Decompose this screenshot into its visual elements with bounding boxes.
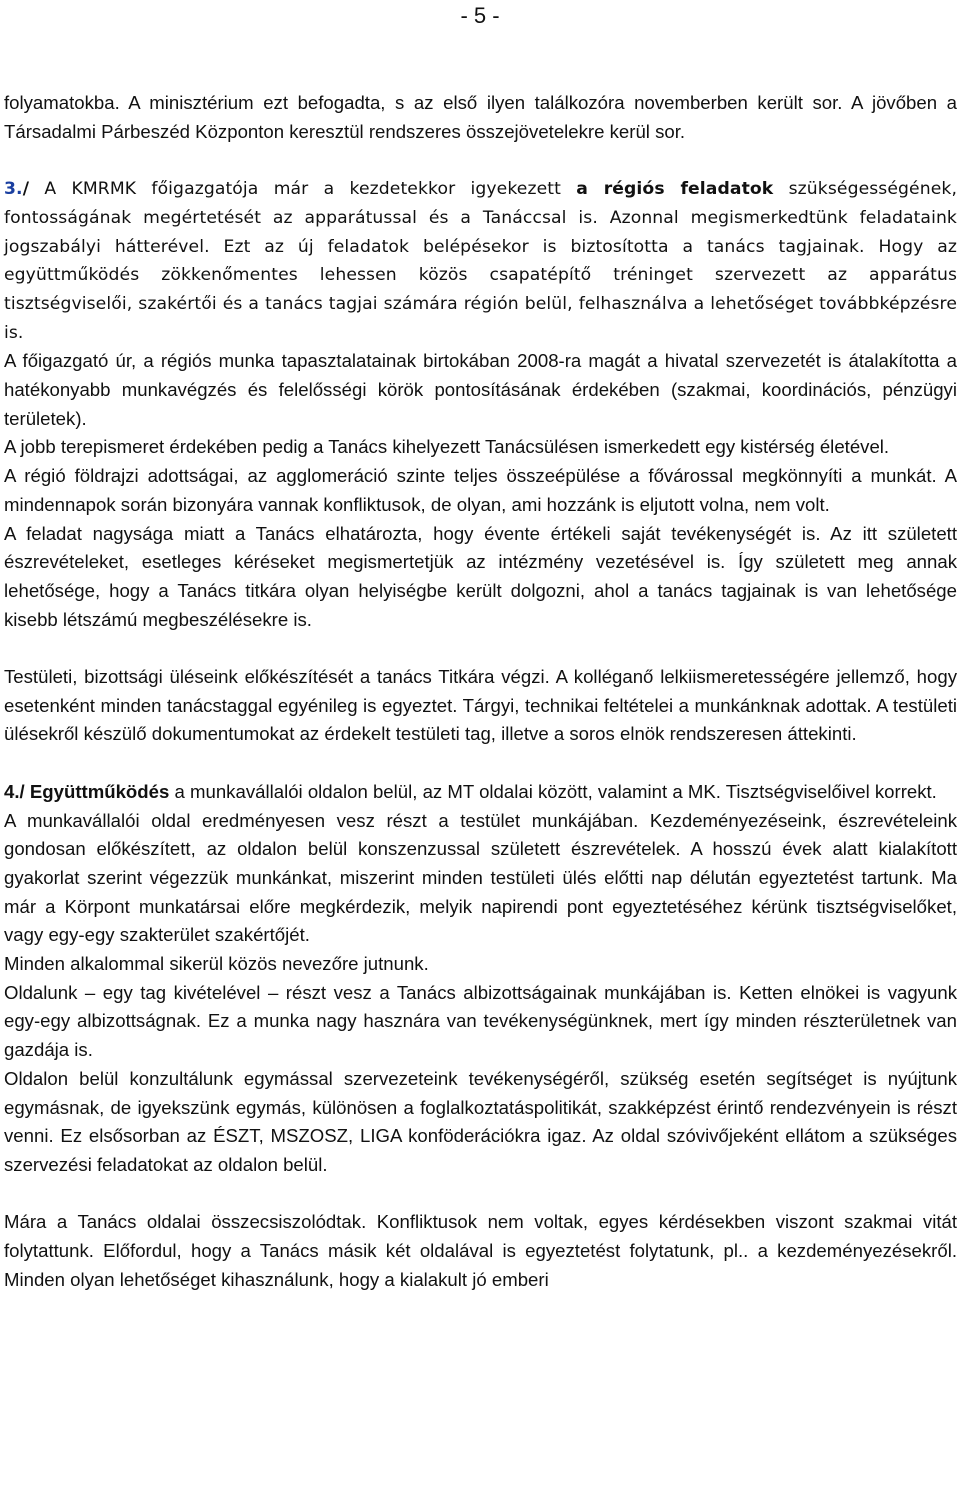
paragraph-feladat: A feladat nagysága miatt a Tanács elhatározta, hogy évente értékeli saját tevékenységét is. Az itt született észrevételeket, esetleges kéréseket megismertetjük az intézmény vezetésével is. Így született meg annak lehetősége, hogy a Tanács titkára olyan helyiségbe került dolgozni, ahol a tanács tagjainak is van lehetősége kisebb létszámú megbeszélésekre is. bbox=[4, 522, 957, 630]
section-3-text-a: A KMRMK főigazgatója már a kezdetekkor igyekezett bbox=[29, 179, 577, 200]
paragraph-kozos-nevezo: Minden alkalommal sikerül közös nevezőre jutnunk. bbox=[4, 953, 429, 975]
paragraph-terepismeret: A jobb terepismeret érdekében pedig a Tanács kihelyezett Tanácsülésen ismerkedett egy kistérség életével. bbox=[4, 436, 890, 458]
spacer bbox=[4, 749, 957, 778]
section-4-text: a munkavállalói oldalon belül, az MT oldalai között, valamint a MK. Tisztségviselőivel korrekt. bbox=[169, 780, 937, 802]
paragraph-regio: A régió földrajzi adottságai, az agglomeráció szinte teljes összeépülése a fővárossal megkönnyíti a munkát. A mindennapok során bizonyára vannak konfliktusok, de olyan, ami hozzánk is eljutott volna, nem volt. bbox=[4, 465, 957, 515]
section-4-bold: Együttműködés bbox=[29, 780, 170, 802]
section-3-slash: / bbox=[22, 179, 30, 200]
page-number: - 5 - bbox=[460, 3, 500, 28]
spacer bbox=[4, 146, 957, 175]
document-body bbox=[4, 89, 957, 1294]
paragraph-oldalunk: Oldalunk – egy tag kivételével – részt vesz a Tanács albizottságainak munkájában is. Ketten elnökei is vagyunk egy-egy albizottságnak. Ez a munka nagy hasznára van tevékenységünknek, mert így minden részterületnek van gazdája is. bbox=[4, 981, 957, 1061]
section-4-paragraph bbox=[4, 778, 957, 807]
paragraph-mara: Mára a Tanács oldalai összecsiszolódtak. Konfliktusok nem voltak, egyes kérdésekben viszont szakmai vitát folytattunk. Előfordul, hogy a Tanács másik két oldalával is egyeztetést folytatunk, pl.. a kezdeményezésekről. Minden olyan lehetőséget kihasználunk, hogy a kialakult jó emberi bbox=[4, 1211, 957, 1290]
section-3-paragraph bbox=[4, 175, 957, 347]
paragraph-konzultalunk: Oldalon belül konzultálunk egymással szervezeteink tevékenységéről, szükség esetén segítséget is nyújtunk egymásnak, de igyekszünk egymás, különösen a foglalkoztatáspolitikát, szakképzést érintő rendezvényein is részt venni. Ez elsősorban az ÉSZT, MSZOSZ, LIGA konföderációkra igaz. Az oldal szóvivőjeként ellátom a szükséges szervezési feladatokat az oldalon belül. bbox=[4, 1067, 957, 1175]
section-4-number: 4./ bbox=[4, 780, 25, 802]
spacer bbox=[4, 1180, 957, 1209]
section-3-bold: a régiós feladatok bbox=[576, 179, 774, 200]
spacer bbox=[4, 634, 957, 663]
paragraph-testuleti: Testületi, bizottsági üléseink előkészítését a tanács Titkára végzi. A kolléganő lelkiismeretességére jellemző, hogy esetenként minden tanácstaggal egyénileg is egyeztet. Tárgyi, technikai feltételei a munkánknak adottak. A testületi ülésekről készülő dokumentumokat az érdekelt testületi tag, illetve a soros elnök rendszeresen áttekinti. bbox=[4, 666, 957, 745]
paragraph-munkavallaloi: A munkavállalói oldal eredményesen vesz részt a testület munkájában. Kezdeményezéseink, észrevételeink gondosan előkészített, az oldalon belül konszenzussal született észrevételek. A hosszú évek alatt kialakított gyakorlat szerint végezzük munkánkat, miszerint minden testületi ülés előtti nap délután egyeztetést tartunk. Ma már a Körpont munkatársai előre megkérdezik, melyik napirendi pont egyeztetéséhez kérünk tisztségviselőket, vagy egy-egy szakterület szakértőjét. bbox=[4, 809, 957, 946]
paragraph-foigazgato: A főigazgató úr, a régiós munka tapasztalatainak birtokában 2008-ra magát a hivatal szervezetét is átalakította a hatékonyabb munkavégzés és felelősségi körök pontosításának érdekében (szakmai, koordinációs, pénzügyi területek). bbox=[4, 350, 957, 429]
section-3-number: 3. bbox=[4, 179, 23, 200]
section-3-text-b: szükségességének, fontosságának megértetését az apparátussal és a Tanáccsal is. Azonnal megismerkedtünk feladataink jogszabályi hátterével. Ezt az új feladatok belépésekor is biztosította a tanács tagjainak. bbox=[4, 179, 958, 257]
paragraph-intro: folyamatokba. A minisztérium ezt befogadta, s az első ilyen találkozóra novemberben került sor. A jövőben a Társadalmi Párbeszéd Központon keresztül rendszeres összejövetelekre kerül sor. bbox=[4, 92, 957, 142]
section-3-text-c: Hogy az együttműködés zökkenőmentes lehessen közös csapatépítő tréninget szervezett az apparátus tisztségviselői, szakértői és a tanács tagjai számára régión belül, felhasználva a lehetőséget továbbképzésre is. bbox=[4, 236, 957, 343]
